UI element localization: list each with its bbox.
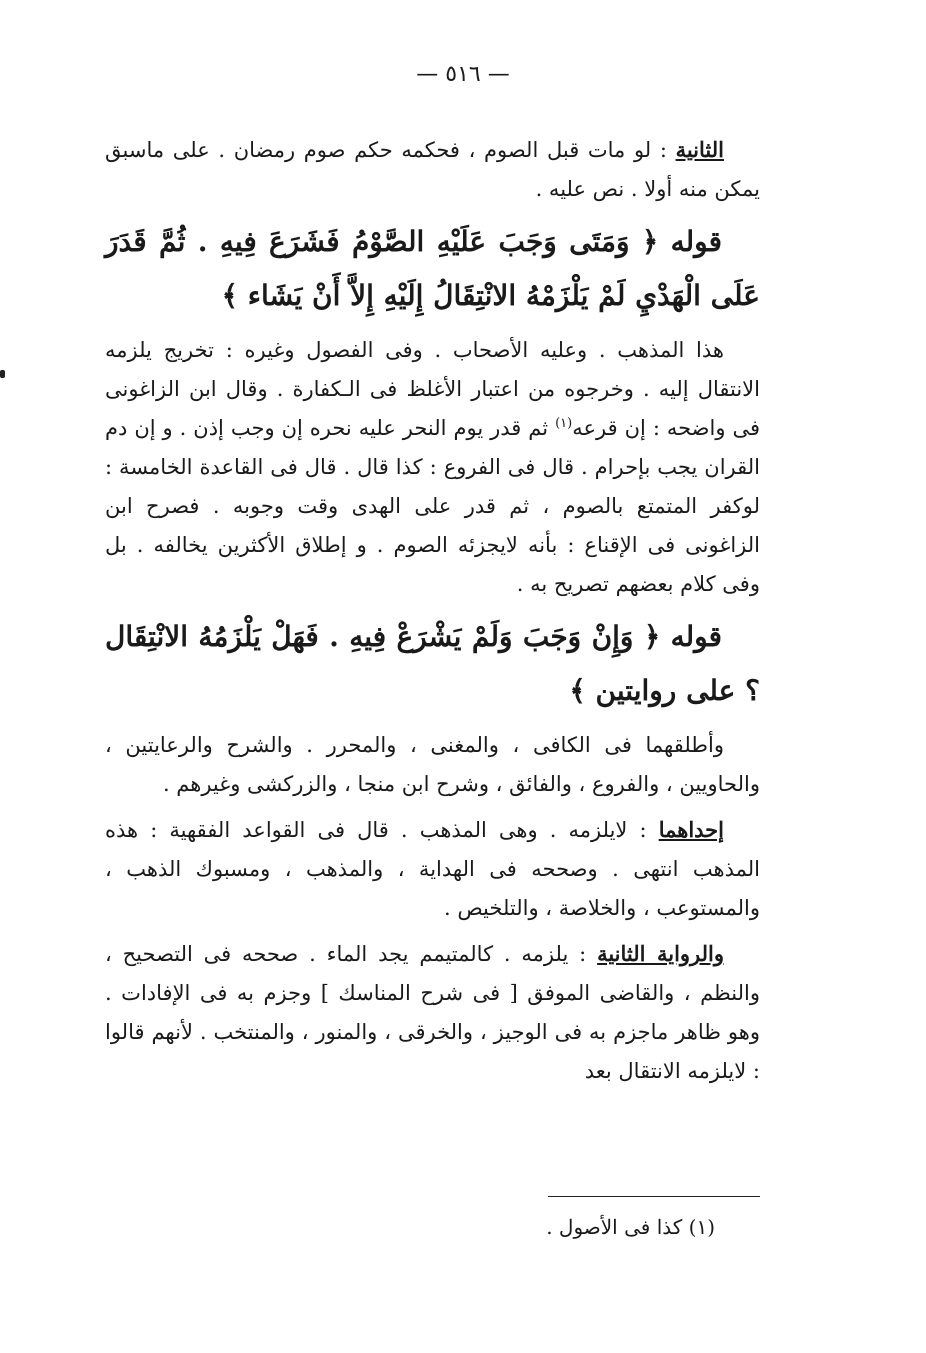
- footnote-reference: (١): [555, 416, 573, 431]
- margin-mark: [0, 370, 5, 378]
- paragraph-label: إحداهما: [658, 817, 724, 842]
- paragraph-text: هذا المذهب . وعليه الأصحاب . وفى الفصول وغيره : تخريج يلزمه الانتقال إليه . وخرجوه من اعتبار الأغلظ فى الـكفارة . وقال ابن الزاغونى فى واضحه : إن قرعه: [105, 338, 760, 440]
- quoted-matn-1: قوله ﴿ وَمَتَى وَجَبَ عَلَيْهِ الصَّوْمُ فَشَرَعَ فِيهِ . ثُمَّ قَدَرَ عَلَى الْهَدْيِ لَمْ يَلْزَمْهُ الانْتِقَالُ إِلَيْهِ إِلاَّ أَنْ يَشَاء ﴾: [105, 225, 760, 312]
- paragraph-second-narration: [105, 934, 760, 1091]
- footnote-divider: [548, 1196, 760, 1197]
- page-number: — ٥١٦ —: [416, 62, 510, 87]
- footnote: (١) كذا فى الأصول .: [546, 1215, 715, 1239]
- paragraph-text: ثم قدر يوم النحر عليه نحره إن وجب إذن . و إن دم القران يجب بإحرام . قال فى الفروع : كذا قال . قال فى القاعدة الخامسة : لوكفر المتمتع بالصوم ، ثم قدر على الهدى وقت وجوبه . فصرح ابن الزاغونى فى الإقناع : بأنه لايجزئه الصوم . و إطلاق الأكثرين يخالفه . بل وفى كلام بعضهم تصريح به .: [105, 416, 760, 596]
- paragraph-commentary-1: [105, 331, 760, 604]
- paragraph-second-case: [105, 130, 760, 209]
- paragraph-label: الثانية: [675, 137, 724, 162]
- page-body: [105, 130, 760, 1097]
- paragraph-text: : لو مات قبل الصوم ، فحكمه حكم صوم رمضان . على ماسبق يمكن منه أولا . نص عليه .: [105, 138, 760, 201]
- paragraph-commentary-2: وأطلقهما فى الكافى ، والمغنى ، والمحرر . والشرح والرعايتين ، والحاويين ، والفروع ، والفائق ، وشرح ابن منجا ، والزركشى وغيرهم .: [105, 733, 760, 796]
- paragraph-label: والرواية الثانية: [597, 941, 724, 966]
- paragraph-first-narration: [105, 810, 760, 928]
- paragraph-text: : يلزمه . كالمتيمم يجد الماء . صححه فى التصحيح ، والنظم ، والقاضى الموفق [ فى شرح المناسك ] وجزم به فى الإفادات . وهو ظاهر ماجزم به فى الوجيز ، والخرقى ، والمنور ، والمنتخب . لأنهم قالوا : لايلزمه الانتقال بعد: [105, 942, 760, 1083]
- paragraph-text: : لايلزمه . وهى المذهب . قال فى القواعد الفقهية : هذه المذهب انتهى . وصححه فى الهداية ، والمذهب ، ومسبوك الذهب ، والمستوعب ، والخلاصة ، والتلخيص .: [105, 818, 760, 920]
- quoted-matn-2: قوله ﴿ وَإِنْ وَجَبَ وَلَمْ يَشْرَعْ فِيهِ . فَهَلْ يَلْزَمُهُ الانْتِقَال ؟ على روايتين ﴾: [105, 620, 760, 707]
